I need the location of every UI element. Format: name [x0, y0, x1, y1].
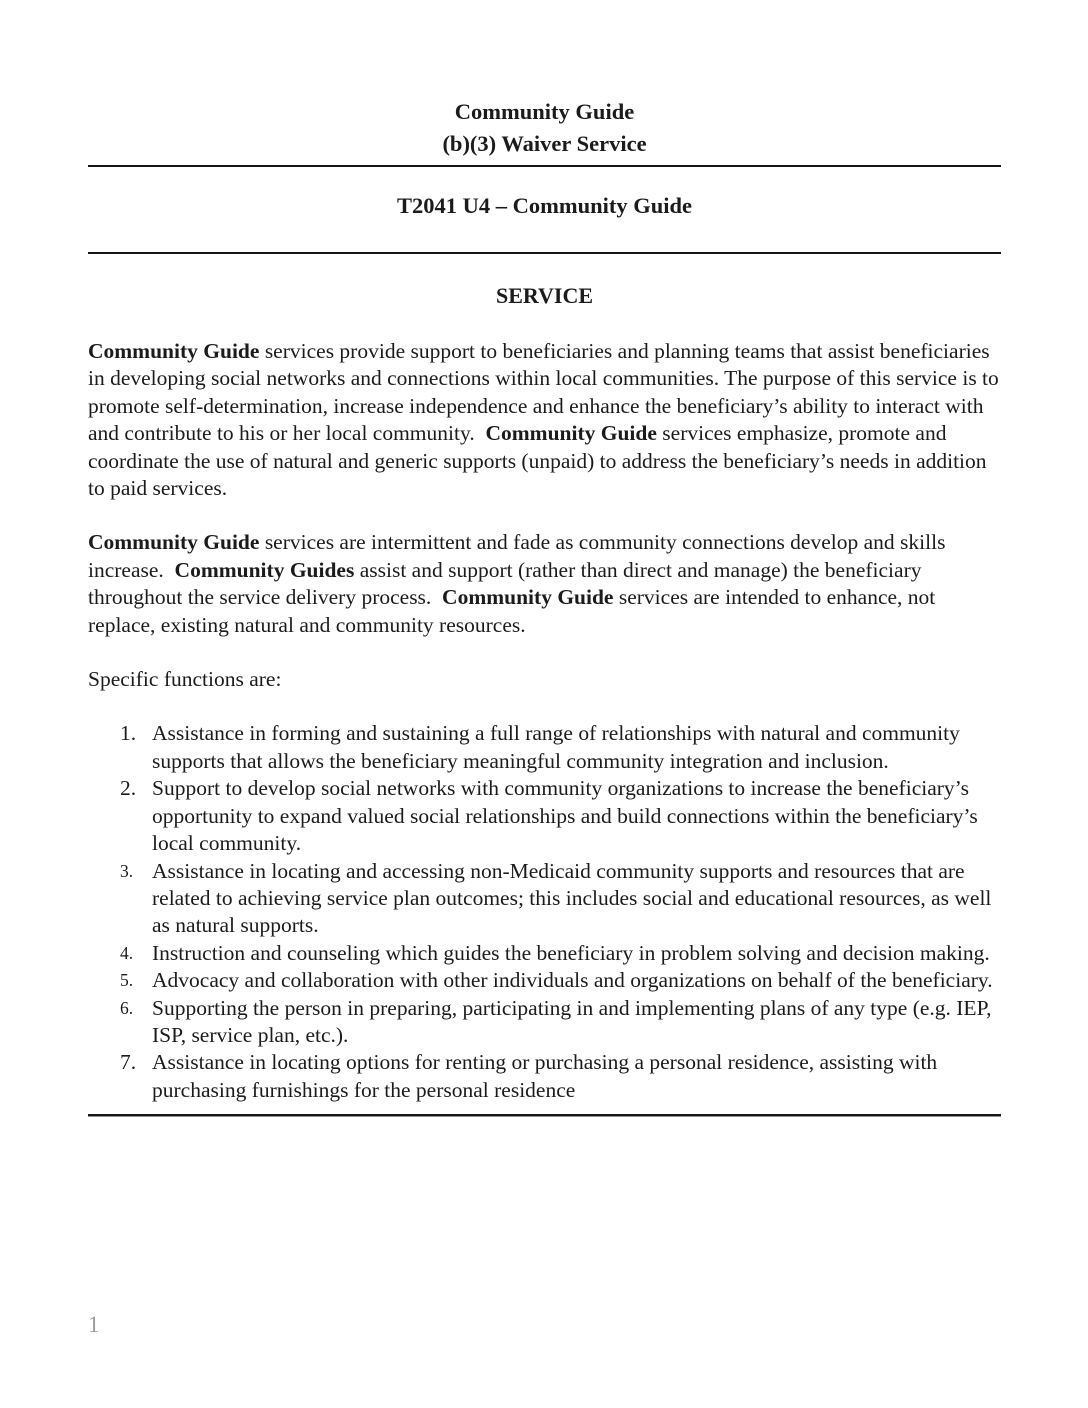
page-number: 1: [88, 1312, 100, 1337]
specific-functions-lead: Specific functions are:: [88, 667, 282, 692]
list-item: [88, 967, 1001, 994]
list-item-text: Supporting the person in preparing, participating in and implementing plans of any type (e.g. IEP, ISP, service plan, etc.).: [152, 995, 992, 1047]
list-item-number: 2.: [120, 776, 137, 801]
list-item-text: Assistance in forming and sustaining a full range of relationships with natural and community supports that allows the beneficiary meaningful community integration and inclusion.: [152, 721, 960, 773]
list-item-number: 1.: [120, 721, 137, 746]
horizontal-rule-middle: [88, 252, 1001, 254]
list-item-text: Assistance in locating and accessing non-Medicaid community supports and resources that are related to achieving service plan outcomes; this includes social and educational resources, as well as natural supports.: [152, 858, 992, 938]
list-item-number: 4.: [120, 942, 134, 963]
intro-paragraph-1: Community Guide services provide support to beneficiaries and planning teams that assist beneficiaries in developing social networks and connections within local communities. The purpose of this service is to promote self-determination, increase independence and enhance the beneficiary’s ability to interact with and contribute to his or her local community. Community Guide services emphasize, promote and coordinate the use of natural and generic supports (unpaid) to address the beneficiary’s needs in addition to paid services.: [88, 339, 1005, 501]
horizontal-rule-top: [88, 165, 1001, 167]
list-item-text: Support to develop social networks with community organizations to increase the beneficiary’s opportunity to expand valued social relationships and build connections within the beneficiary’s local community.: [152, 776, 978, 856]
list-item-number: 7.: [120, 1050, 137, 1075]
list-item: [88, 940, 1001, 967]
functions-list: [88, 720, 1001, 1104]
title-line-2: (b)(3) Waiver Service: [442, 131, 647, 156]
list-item-text: Assistance in locating options for renting or purchasing a personal residence, assisting with purchasing furnishings for the personal residence: [152, 1050, 938, 1102]
body-paragraphs: [88, 338, 1005, 693]
list-item: [88, 995, 1001, 1050]
intro-paragraph-2: Community Guide services are intermittent and fade as community connections develop and skills increase. Community Guides assist and support (rather than direct and manage) the beneficiary throughout the service delivery process. Community Guide services are intended to enhance, not replace, existing natural and community resources.: [88, 530, 951, 637]
list-item-text: Instruction and counseling which guides the beneficiary in problem solving and decision making.: [152, 940, 990, 965]
list-item: [88, 775, 1001, 857]
list-item: [88, 1049, 1001, 1104]
document-title: [88, 96, 1001, 160]
list-item: [88, 720, 1001, 775]
list-item-number: 6.: [120, 997, 134, 1018]
list-item-number: 5.: [120, 970, 134, 991]
title-line-1: Community Guide: [454, 99, 635, 124]
horizontal-rule-bottom: [88, 1114, 1001, 1117]
list-item: [88, 858, 1001, 940]
service-code-heading: T2041 U4 – Community Guide: [396, 193, 693, 218]
list-item-text: Advocacy and collaboration with other individuals and organizations on behalf of the beneficiary.: [152, 968, 993, 993]
list-item-number: 3.: [120, 860, 134, 881]
section-heading: SERVICE: [495, 283, 594, 308]
